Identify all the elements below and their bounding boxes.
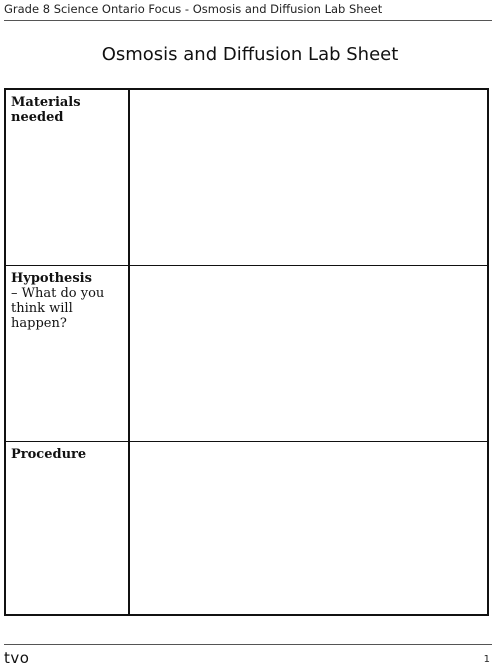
tvo-logo: tvo — [4, 649, 30, 667]
procedure-answer-cell[interactable] — [130, 442, 487, 614]
page-title: Osmosis and Diffusion Lab Sheet — [101, 44, 399, 65]
hypothesis-label-cell — [6, 266, 130, 442]
procedure-label-cell — [6, 442, 130, 614]
materials-answer-cell[interactable] — [130, 90, 487, 266]
hypothesis-label: Hypothesis — [11, 271, 92, 286]
procedure-label: Procedure — [11, 447, 87, 462]
hypothesis-answer-cell[interactable] — [130, 266, 487, 442]
document-header: Grade 8 Science Ontario Focus - Osmosis and Diffusion Lab Sheet — [4, 2, 383, 16]
materials-label: Materials needed — [11, 95, 81, 125]
lab-sheet-table — [4, 88, 489, 616]
hypothesis-prompt: – What do you think will happen? — [11, 286, 105, 331]
page-number: 1 — [483, 654, 490, 665]
footer-divider — [4, 644, 492, 645]
header-divider — [4, 20, 492, 21]
materials-label-cell — [6, 90, 130, 266]
